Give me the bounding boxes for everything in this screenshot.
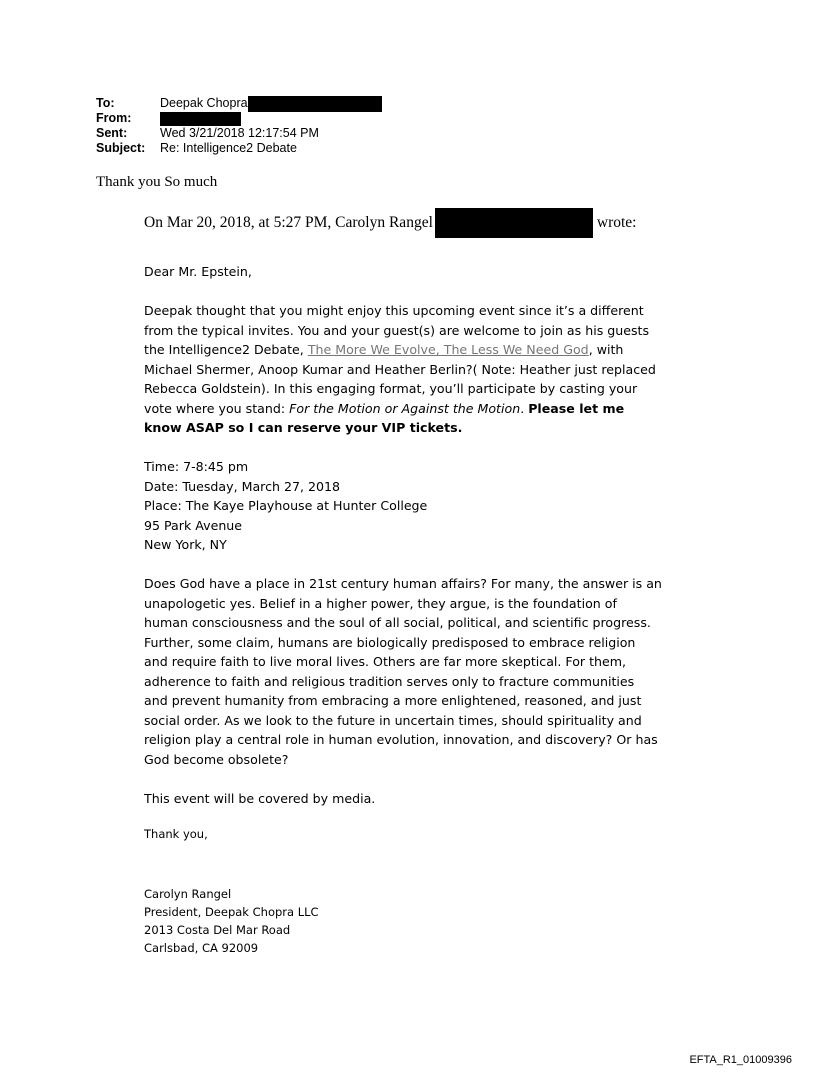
paragraph-line: from the typical invites. You and your guest(s) are welcome to join as his guests: [144, 322, 650, 338]
sent-value: Wed 3/21/2018 12:17:54 PM: [160, 126, 319, 140]
paragraph-line: Does God have a place in 21st century human affairs? For many, the answer is an: [144, 576, 662, 591]
to-value: Deepak Chopra: [160, 96, 248, 110]
subject-row: [96, 141, 382, 156]
paragraph-line: and prevent humanity from embracing a more enlightened, reasoned, and just: [144, 693, 642, 708]
paragraph-line: unapologetic yes. Belief in a higher power, they argue, is the foundation of: [144, 595, 617, 611]
text-span: .: [520, 400, 529, 416]
paragraph-line: God become obsolete?: [144, 751, 289, 767]
signature-street: 2013 Costa Del Mar Road: [144, 923, 291, 937]
quoted-body: [144, 262, 684, 845]
event-address: 95 Park Avenue: [144, 517, 243, 533]
document-id: EFTA_R1_01009396: [689, 1054, 792, 1066]
event-city: New York, NY: [144, 537, 227, 552]
paragraph-line: [144, 340, 684, 360]
event-place: Place: The Kaye Playhouse at Hunter College: [144, 498, 428, 513]
subject-value: Re: Intelligence2 Debate: [160, 141, 297, 155]
closing: Thank you,: [144, 827, 208, 841]
sent-label: Sent:: [96, 126, 128, 140]
redaction-bar: [160, 112, 241, 126]
event-details: [144, 457, 684, 555]
email-header: [96, 96, 382, 156]
paragraph-line: Rebecca Goldstein). In this engaging format, you’ll participate by casting your: [144, 381, 638, 396]
from-label: From:: [96, 111, 132, 125]
to-row: [96, 96, 382, 111]
quoted-header: [144, 208, 637, 238]
motion-text: For the Motion or Against the Motion: [289, 400, 521, 416]
debate-link[interactable]: The More We Evolve, The Less We Need God: [307, 342, 589, 357]
paragraph-line: [144, 399, 684, 419]
paragraph-line: religion play a central role in human evolution, innovation, and discovery? Or has: [144, 732, 658, 747]
paragraph-line: adherence to faith and religious tradition serves only to fracture communities: [144, 673, 635, 689]
greeting: Dear Mr. Epstein,: [144, 264, 252, 279]
signature-city: Carlsbad, CA 92009: [144, 941, 259, 955]
to-label: To:: [96, 96, 115, 110]
subject-label: Subject:: [96, 141, 146, 155]
from-row: [96, 111, 382, 126]
paragraph-line: [144, 418, 684, 438]
reply-text: Thank you So much: [96, 174, 218, 190]
paragraph-line: Deepak thought that you might enjoy this upcoming event since it’s a different: [144, 303, 644, 318]
signature: [144, 885, 319, 957]
quoted-header-prefix: On Mar 20, 2018, at 5:27 PM, Carolyn Rangel: [144, 214, 433, 231]
paragraph-line: and require faith to live moral lives. Others are far more skeptical. For them,: [144, 654, 627, 669]
event-time: Time: 7-8:45 pm: [144, 459, 249, 474]
sent-row: [96, 126, 382, 141]
description-paragraph: [144, 574, 684, 769]
paragraph-line: Michael Shermer, Anoop Kumar and Heather Berlin?( Note: Heather just replaced: [144, 361, 656, 377]
quoted-header-suffix: wrote:: [596, 214, 637, 231]
text-span: vote where you stand:: [144, 400, 290, 416]
request-text: know ASAP so I can reserve your VIP tickets.: [144, 420, 463, 435]
signature-title: President, Deepak Chopra LLC: [144, 905, 319, 919]
request-text: Please let me: [528, 400, 625, 416]
redaction-bar: [435, 208, 593, 238]
redaction-bar: [248, 96, 382, 112]
paragraph-line: Further, some claim, humans are biologically predisposed to embrace religion: [144, 634, 636, 650]
invitation-paragraph: [144, 301, 684, 438]
text-span: the Intelligence2 Debate,: [144, 342, 308, 357]
media-note: This event will be covered by media.: [144, 790, 376, 806]
signature-name: Carolyn Rangel: [144, 887, 232, 901]
text-span: , with: [588, 342, 624, 357]
paragraph-line: human consciousness and the soul of all social, political, and scientific progress.: [144, 615, 651, 630]
event-date: Date: Tuesday, March 27, 2018: [144, 478, 341, 494]
paragraph-line: social order. As we look to the future in uncertain times, should spirituality and: [144, 712, 642, 728]
